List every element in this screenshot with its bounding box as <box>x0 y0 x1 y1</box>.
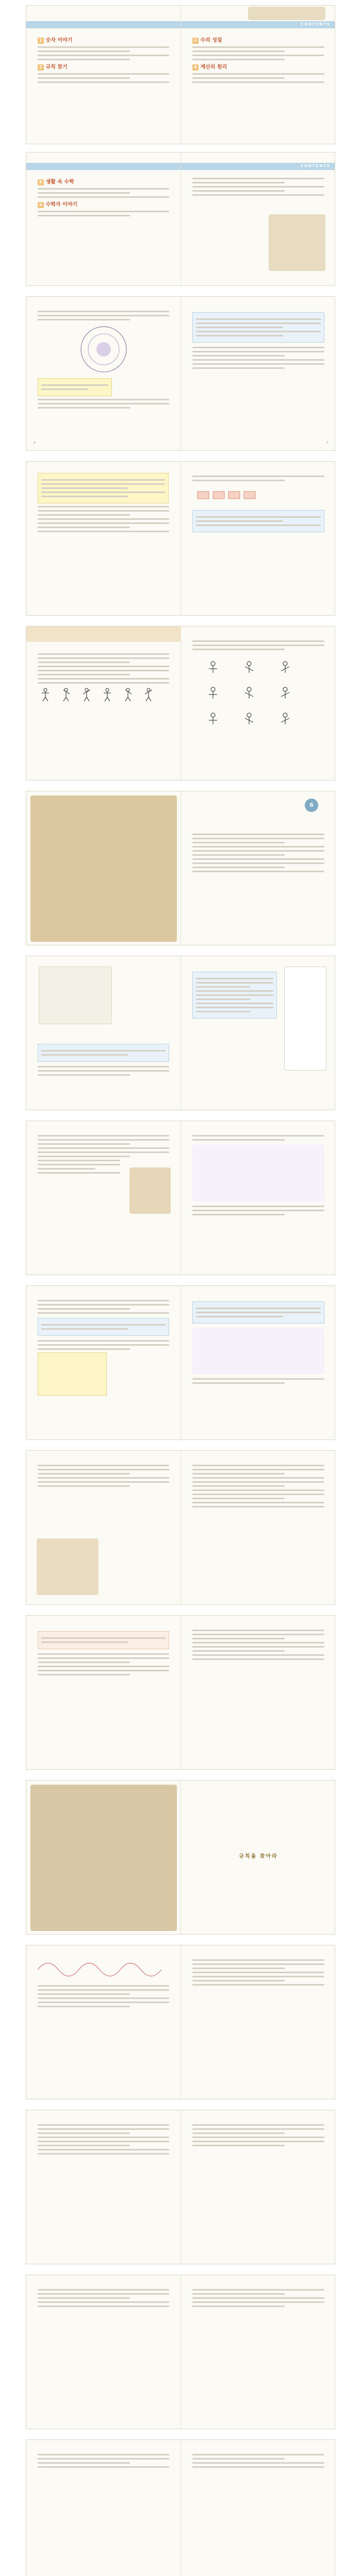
page-right <box>181 626 335 780</box>
content-spread-15 <box>26 2275 335 2429</box>
content-spread-10 <box>26 1450 335 1605</box>
toc-section: 1 숫자 이야기 <box>38 38 169 44</box>
toc-section: 3 수의 성질 <box>192 38 324 44</box>
content-spread-11 <box>26 1615 335 1770</box>
page-left <box>26 626 181 780</box>
page-left <box>26 1781 181 1934</box>
side-illustration <box>129 1167 171 1214</box>
info-box <box>192 510 324 532</box>
chalkboard-illustration <box>30 1785 177 1931</box>
page-right <box>181 2275 335 2429</box>
toc-section: 6 수학자 이야기 <box>38 202 169 208</box>
toc-entries <box>192 73 324 83</box>
info-box <box>38 1318 169 1336</box>
chapter-opener-spread-2 <box>26 1780 335 1935</box>
page-left <box>26 1451 181 1604</box>
page-left <box>26 1121 181 1275</box>
sequence-diagram <box>192 485 296 506</box>
page-right <box>181 1781 335 1934</box>
toc-section: 4 계산의 원리 <box>192 64 324 71</box>
page-left <box>26 297 181 450</box>
page-right <box>181 1286 335 1439</box>
toc-page-right <box>181 6 335 144</box>
content-spread-3 <box>26 296 335 451</box>
page-number: 4 <box>34 441 36 445</box>
toc-entries <box>38 73 169 83</box>
chapter-title: 규칙을 찾아라 <box>239 1854 278 1859</box>
page-left <box>26 1616 181 1769</box>
page-left <box>26 1945 181 2099</box>
content-spread-13 <box>26 1945 335 2099</box>
page-left <box>26 462 181 615</box>
info-box <box>38 1631 169 1649</box>
page-right <box>181 1616 335 1769</box>
sticky-note <box>38 378 112 396</box>
page-right <box>181 1945 335 2099</box>
toc-entries <box>192 46 324 60</box>
sticky-note <box>38 1352 107 1396</box>
page-right <box>181 1451 335 1604</box>
toc-spread-2 <box>26 152 335 286</box>
dancing-figures <box>38 687 167 702</box>
character-illustration <box>37 1538 99 1595</box>
info-box <box>192 1301 324 1324</box>
page-right <box>181 1121 335 1275</box>
toc-page-left <box>26 152 181 285</box>
content-spread-9 <box>26 1285 335 1440</box>
wave-diagram <box>38 1957 167 1982</box>
number-pattern <box>192 1328 324 1374</box>
content-spread-5 <box>26 626 335 781</box>
toc-page-left <box>26 6 181 144</box>
toc-section: 5 생활 속 수학 <box>38 179 169 185</box>
page-right <box>181 791 335 945</box>
content-spread-4 <box>26 461 335 616</box>
page-left <box>26 2110 181 2264</box>
classroom-illustration <box>30 795 177 942</box>
toc-spread-1 <box>26 5 335 144</box>
page-left <box>26 956 181 1110</box>
toc-entries <box>38 46 169 60</box>
header-illustration <box>26 626 181 642</box>
number-table-graphic <box>284 967 326 1071</box>
page-left <box>26 791 181 945</box>
page-left <box>26 1286 181 1439</box>
toc-band: CONTENTS <box>26 163 335 170</box>
page-right <box>181 2440 335 2576</box>
page-number: 5 <box>326 441 329 445</box>
content-spread-16 <box>26 2439 335 2576</box>
info-box <box>192 312 324 343</box>
info-box <box>192 972 277 1019</box>
toc-illustration <box>248 7 325 20</box>
page-left <box>26 2275 181 2429</box>
chapter-opener-spread <box>26 791 335 945</box>
page-right <box>181 297 335 450</box>
page-right <box>181 2110 335 2264</box>
content-spread-14 <box>26 2110 335 2264</box>
page-right <box>181 462 335 615</box>
toc-section: 2 규칙 찾기 <box>38 64 169 71</box>
figure-grid <box>192 653 316 731</box>
chapter-badge: 6 <box>305 799 318 812</box>
note-paper-illustration <box>39 967 112 1024</box>
circle-diagram <box>73 324 135 375</box>
info-box <box>38 1044 169 1062</box>
toc-band-label: CONTENTS <box>300 22 331 26</box>
sticky-note <box>38 473 169 503</box>
number-pattern <box>192 1145 324 1201</box>
page-right <box>181 956 335 1110</box>
content-spread-8 <box>26 1121 335 1275</box>
page-left <box>26 2440 181 2576</box>
toc-illustration <box>269 214 325 271</box>
content-spread-7 <box>26 956 335 1110</box>
